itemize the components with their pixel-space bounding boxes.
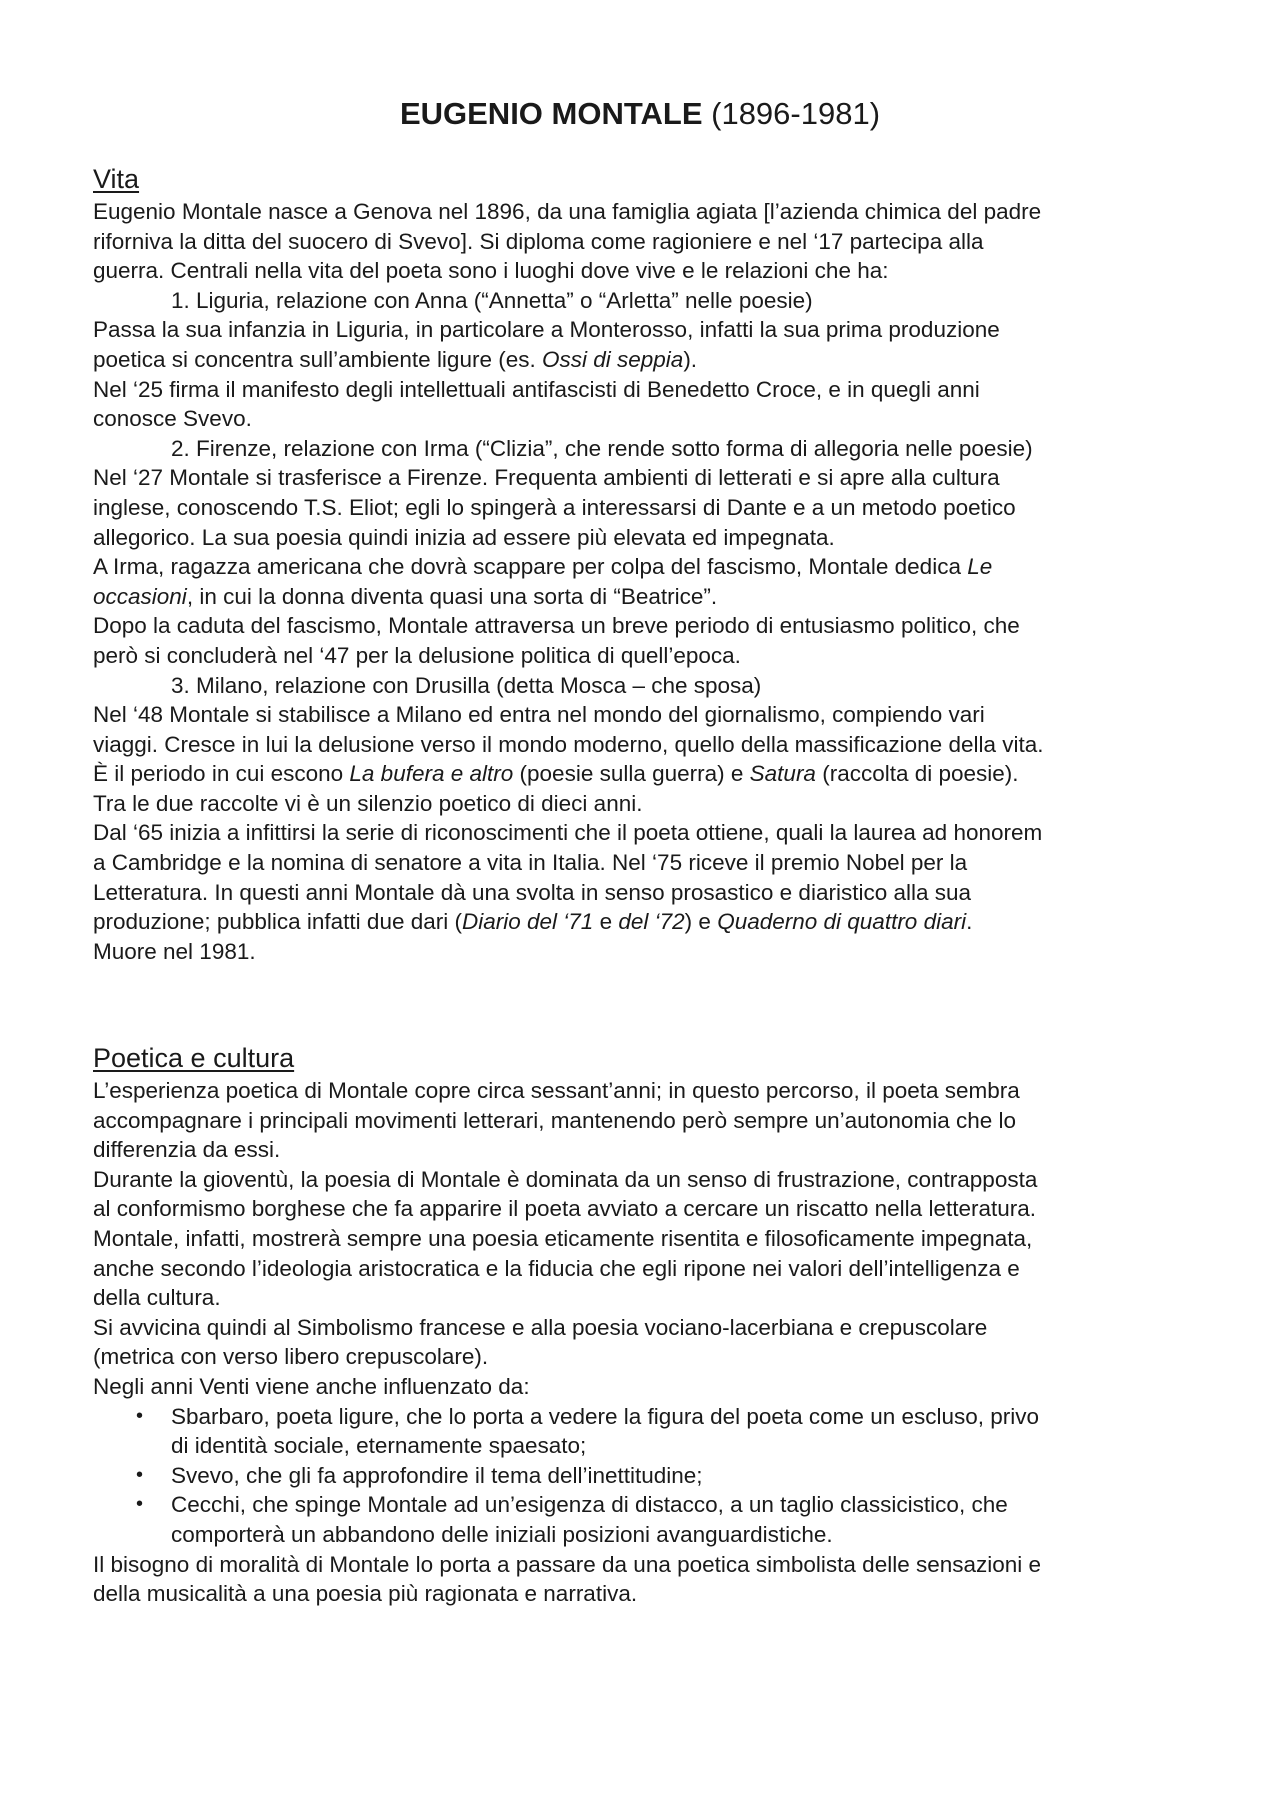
paragraph: Negli anni Venti viene anche influenzato da: [93, 1373, 530, 1399]
numbered-item-1: 1. Liguria, relazione con Anna (“Annetta” o “Arletta” nelle poesie) [171, 287, 813, 313]
paragraph: Si avvicina quindi al Simbolismo francese e alla poesia vociano-lacerbiana e crepuscolare (metrica con verso libero crepuscolare). [93, 1314, 988, 1370]
paragraph: Nel ‘27 Montale si trasferisce a Firenze. Frequenta ambienti di letterati e si apre alla cultura inglese, conoscendo T.S. Eliot; egli lo spingerà a interessarsi di Dante e a un metodo poetico allegorico. La sua poesia quindi inizia ad essere più elevata ed impegnata. [93, 465, 1016, 550]
title-name: EUGENIO MONTALE [399, 96, 703, 131]
bullet-icon: • [136, 1493, 144, 1516]
section-vita [93, 163, 1203, 966]
paragraph: A Irma, ragazza americana che dovrà scappare per colpa del fascismo, Montale dedica Le occasioni, in cui la donna diventa quasi una sorta di “Beatrice”. [93, 554, 993, 609]
bullet-icon: • [136, 1463, 144, 1486]
numbered-item-3: 3. Milano, relazione con Drusilla (detta Mosca – che sposa) [171, 672, 762, 698]
paragraph: Passa la sua infanzia in Liguria, in particolare a Monterosso, infatti la sua prima produzione poetica si concentra sull’ambiente ligure (es. Ossi di seppia). [93, 317, 1000, 372]
page-title [0, 96, 1280, 132]
title-dates: (1896-1981) [711, 96, 881, 131]
paragraph: Nel ‘25 firma il manifesto degli intellettuali antifascisti di Benedetto Croce, e in quegli anni conosce Svevo. [93, 376, 980, 432]
paragraph: Nel ‘48 Montale si stabilisce a Milano ed entra nel mondo del giornalismo, compiendo vari viaggi. Cresce in lui la delusione verso il mondo moderno, quello della massificazione della vita. È il periodo in cui escono La bufera e altro (poesie sulla guerra) e Satura (raccolta di poesie). Tra le due raccolte vi è un silenzio poetico di dieci anni. [93, 702, 1044, 816]
list-item: • Sbarbaro, poeta ligure, che lo porta a vedere la figura del poeta come un escluso, privo di identità sociale, eternamente spaesato; [136, 1403, 1040, 1459]
paragraph: Dal ‘65 inizia a infittirsi la serie di riconoscimenti che il poeta ottiene, quali la laurea ad honorem a Cambridge e la nomina di senatore a vita in Italia. Nel ‘75 riceve il premio Nobel per la Letteratura. In questi anni Montale dà una svolta in senso prosastico e diaristico alla sua produzione; pubblica infatti due dari (Diario del ‘71 e del ‘72) e Quaderno di quattro diari. Muore nel 1981. [93, 820, 1043, 964]
paragraph: Eugenio Montale nasce a Genova nel 1896, da una famiglia agiata [l’azienda chimica del padre riforniva la ditta del suocero di Svevo]. Si diploma come ragioniere e nel ‘17 partecipa alla guerra. Centrali nella vita del poeta sono i luoghi dove vive e le relazioni che ha: [93, 199, 1042, 284]
bullet-list [93, 1402, 1203, 1550]
paragraph: Il bisogno di moralità di Montale lo porta a passare da una poetica simbolista delle sensazioni e della musicalità a una poesia più ragionata e narrativa. [93, 1551, 1042, 1607]
numbered-item-2: 2. Firenze, relazione con Irma (“Clizia”, che rende sotto forma di allegoria nelle poesie) [171, 435, 1033, 461]
paragraph: L’esperienza poetica di Montale copre circa sessant’anni; in questo percorso, il poeta sembra accompagnare i principali movimenti letterari, mantenendo però sempre un’autonomia che lo differenzia da essi. [93, 1078, 1020, 1163]
list-item: • Cecchi, che spinge Montale ad un’esigenza di distacco, a un taglio classicistico, che comporterà un abbandono delle iniziali posizioni avanguardistiche. [136, 1492, 1008, 1547]
bullet-icon: • [136, 1404, 144, 1427]
section-poetica [93, 1042, 1203, 1609]
section-heading-poetica: Poetica e cultura [93, 1043, 295, 1073]
paragraph: Durante la gioventù, la poesia di Montale è dominata da un senso di frustrazione, contrapposta al conformismo borghese che fa apparire il poeta avviato a cercare un riscatto nella letteratura. Montale, infatti, mostrerà sempre una poesia eticamente risentita e filosoficamente impegnata, anche secondo l’ideologia aristocratica e la fiducia che egli ripone nei valori dell’intelligenza e della cultura. [93, 1166, 1038, 1311]
paragraph: Dopo la caduta del fascismo, Montale attraversa un breve periodo di entusiasmo politico, che però si concluderà nel ‘47 per la delusione politica di quell’epoca. [93, 613, 1020, 668]
list-item: • Svevo, che gli fa approfondire il tema dell’inettitudine; [93, 1461, 1203, 1491]
section-heading-vita: Vita [93, 164, 140, 194]
